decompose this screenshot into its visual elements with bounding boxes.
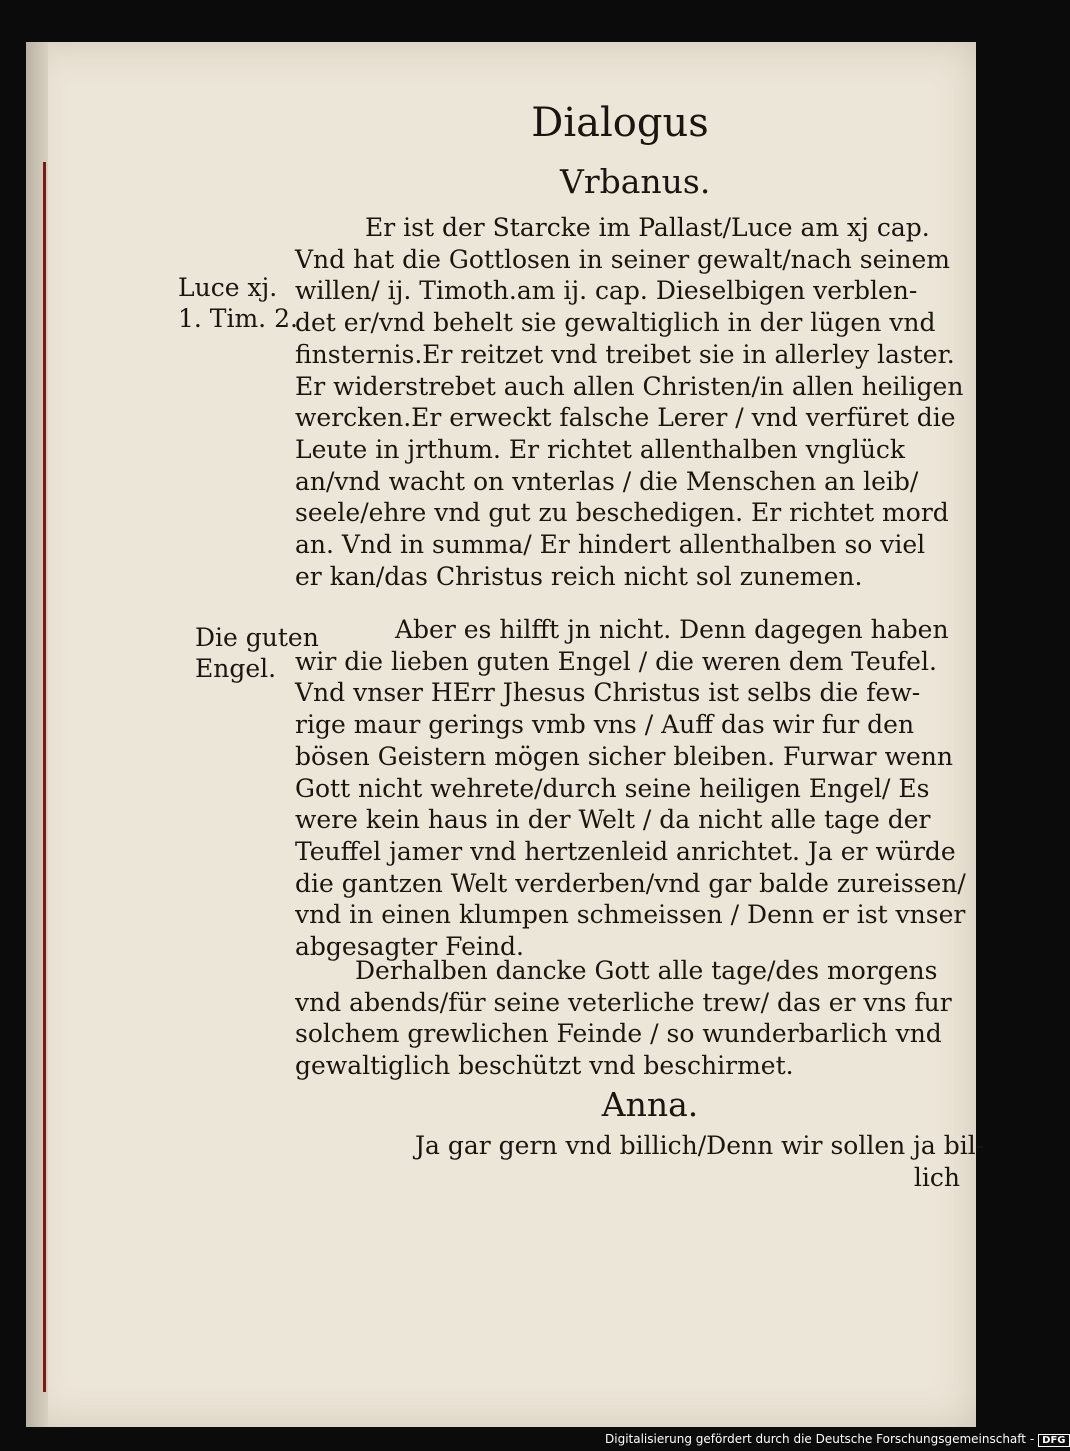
text-line: Vnd hat die Gottlosen in seiner gewalt/nach seinem bbox=[295, 244, 950, 274]
speaker-anna: Anna. bbox=[601, 1085, 699, 1124]
text-line: vnd in einen klumpen schmeissen / Denn er ist vnser bbox=[295, 900, 966, 930]
text-line: Vnd vnser HErr Jhesus Christus ist selbs die few- bbox=[295, 678, 921, 708]
text-line: were kein haus in der Welt / da nicht alle tage der bbox=[295, 805, 931, 835]
text-line: bösen Geistern mögen sicher bleiben. Furwar wenn bbox=[295, 741, 953, 771]
text-line: Ja gar gern vnd billich/Denn wir sollen ja bil- bbox=[415, 1131, 985, 1160]
text-line: Er widerstrebet auch allen Christen/in allen heiligen bbox=[295, 371, 964, 401]
running-header: Dialogus bbox=[531, 100, 709, 146]
text-line: abgesagter Feind. bbox=[295, 932, 525, 962]
text-line: er kan/das Christus reich nicht sol zunemen. bbox=[295, 561, 863, 591]
text-line: lich bbox=[913, 1162, 960, 1192]
margin-note-line: 1. Tim. 2. bbox=[178, 304, 298, 333]
text-line: rige maur gerings vmb vns / Auff das wir fur den bbox=[295, 710, 915, 740]
footer-credit bbox=[605, 1432, 1070, 1447]
paragraph-1 bbox=[295, 212, 964, 592]
margin-note-refs bbox=[178, 272, 298, 334]
dfg-logo-icon: DFG bbox=[1038, 1434, 1069, 1447]
text-line: an. Vnd in summa/ Er hindert allenthalben so viel bbox=[295, 530, 926, 560]
speaker-urbanus: Vrbanus. bbox=[560, 162, 711, 201]
text-line: solchem grewlichen Feinde / so wunderbarlich vnd bbox=[295, 1019, 942, 1049]
text-line: Teuffel jamer vnd hertzenleid anrichtet. Ja er würde bbox=[295, 836, 956, 866]
red-edge-line bbox=[43, 162, 46, 1392]
text-line: wir die lieben guten Engel / die weren dem Teufel. bbox=[295, 646, 937, 676]
text-line: die gantzen Welt verderben/vnd gar balde zureissen/ bbox=[295, 868, 966, 898]
text-line: Er ist der Starcke im Pallast/Luce am xj cap. bbox=[365, 213, 930, 242]
text-line: willen/ ij. Timoth.am ij. cap. Dieselbigen verblen- bbox=[295, 276, 918, 306]
text-line: seele/ehre vnd gut zu beschedigen. Er richtet mord bbox=[295, 498, 949, 528]
text-line: wercken.Er erweckt falsche Lerer / vnd verfüret die bbox=[295, 403, 956, 433]
footer-text: Digitalisierung gefördert durch die Deutsche Forschungsgemeinschaft - bbox=[605, 1432, 1035, 1446]
text-line: Aber es hilfft jn nicht. Denn dagegen haben bbox=[395, 615, 949, 644]
text-line: Gott nicht wehrete/durch seine heiligen Engel/ Es bbox=[295, 773, 930, 803]
text-line: Leute in jrthum. Er richtet allenthalben vnglück bbox=[295, 434, 906, 464]
text-line: an/vnd wacht on vnterlas / die Menschen an leib/ bbox=[295, 466, 919, 496]
text-line: vnd abends/für seine veterliche trew/ das er vns fur bbox=[295, 987, 952, 1017]
paragraph-4 bbox=[415, 1130, 985, 1193]
margin-note-line: Die guten bbox=[195, 623, 319, 652]
text-line: gewaltiglich beschützt vnd beschirmet. bbox=[295, 1051, 794, 1081]
margin-note-line: Luce xj. bbox=[178, 273, 278, 302]
text-line: det er/vnd behelt sie gewaltiglich in der lügen vnd bbox=[295, 308, 936, 338]
paragraph-3 bbox=[295, 955, 952, 1082]
text-line: finsternis.Er reitzet vnd treibet sie in allerley laster. bbox=[295, 339, 955, 369]
margin-note-line: Engel. bbox=[195, 654, 277, 683]
text-line: Derhalben dancke Gott alle tage/des morgens bbox=[355, 956, 938, 985]
paragraph-2 bbox=[295, 614, 966, 963]
